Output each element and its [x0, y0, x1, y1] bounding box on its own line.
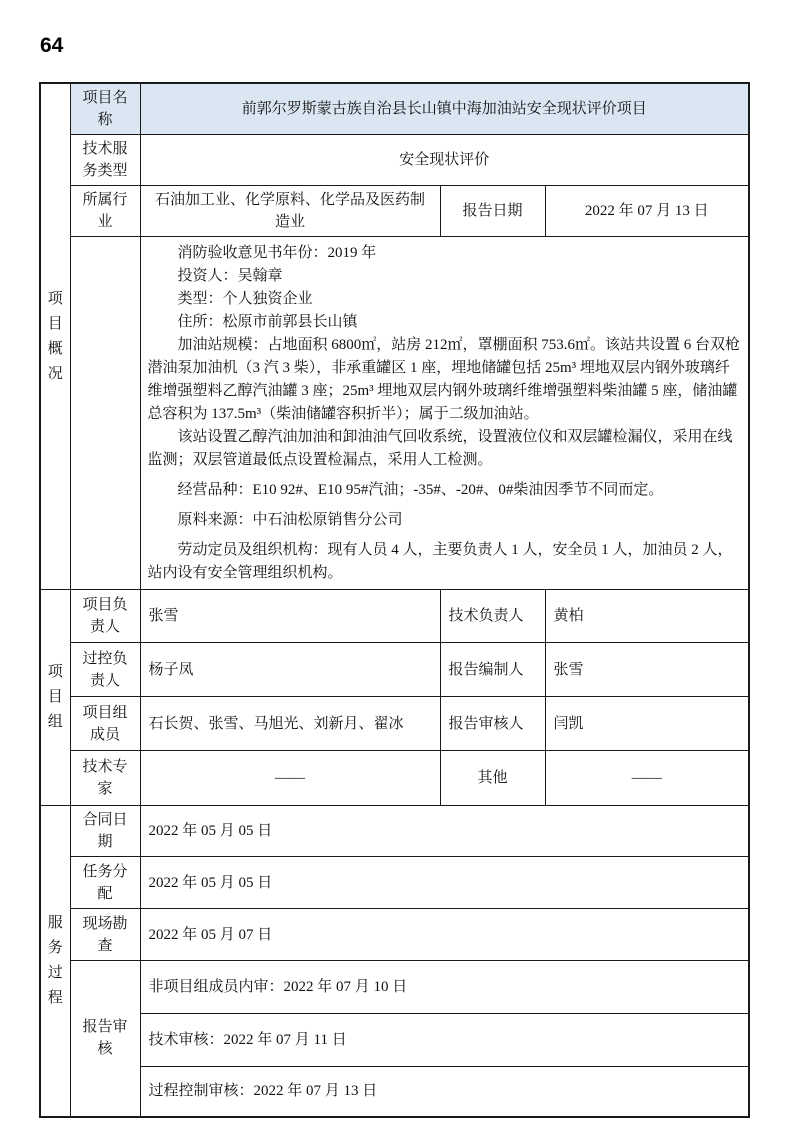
report-reviewer-value: 闫凯 [545, 697, 749, 751]
team-members-header: 项目组成员 [70, 697, 140, 751]
other-value: —— [545, 751, 749, 806]
report-reviewer-header: 报告审核人 [440, 697, 545, 751]
table-row [40, 135, 749, 186]
page-number: 64 [40, 34, 64, 57]
contract-date-value: 2022 年 05 月 05 日 [140, 806, 749, 857]
overview-paragraph: 住所：松原市前郭县长山镇 [177, 314, 358, 330]
table-row [40, 857, 749, 909]
team-members-value: 石长贺、张雪、马旭光、刘新月、翟冰 [140, 697, 440, 751]
overview-paragraph: 类型：个人独资企业 [177, 291, 313, 307]
table-row [40, 186, 749, 237]
table-row [40, 1067, 749, 1117]
industry-header: 所属行业 [70, 186, 140, 237]
project-name-value: 前郭尔罗斯蒙古族自治县长山镇中海加油站安全现状评价项目 [140, 83, 749, 135]
overview-paragraph: 经营品种：E10 92#、E10 95#汽油；-35#、-20#、0#柴油因季节不同而定。 [177, 482, 664, 498]
project-name-header: 项目名称 [70, 83, 140, 135]
group-label-project-overview [40, 83, 70, 590]
project-overview-text [140, 237, 749, 590]
table-row [40, 697, 749, 751]
project-info-table [39, 82, 750, 1118]
site-survey-value: 2022 年 05 月 07 日 [140, 909, 749, 961]
task-assignment-header: 任务分配 [70, 857, 140, 909]
overview-paragraph: 消防验收意见书年份：2019 年 [177, 245, 377, 261]
service-type-value: 安全现状评价 [140, 135, 749, 186]
industry-value: 石油加工业、化学原料、化学品及医药制造业 [140, 186, 440, 237]
task-assignment-value: 2022 年 05 月 05 日 [140, 857, 749, 909]
other-header: 其他 [440, 751, 545, 806]
table-row [40, 806, 749, 857]
table-row [40, 961, 749, 1014]
overview-paragraph: 加油站规模：占地面积 6800㎡，站房 212㎡，罩棚面积 753.6㎡。该站共设置 6 台双枪潜油泵加油机（3 汽 3 柴），非承重罐区 1 座，埋地储罐包括 25m³ 埋地双层内钢外玻璃纤维增强塑料乙醇汽油罐 3 座；25m³ 埋地双层内钢外玻璃纤维增强塑料柴油罐 5 座，储油罐总容积为 137.5m³（柴油储罐容积折半）；属于二级加油站。 [147, 337, 741, 422]
report-date-header: 报告日期 [440, 186, 545, 237]
project-leader-header: 项目负责人 [70, 590, 140, 643]
project-leader-value: 张雪 [140, 590, 440, 643]
report-review-technical: 技术审核：2022 年 07 月 11 日 [140, 1014, 749, 1067]
site-survey-header: 现场勘查 [70, 909, 140, 961]
overview-paragraph: 投资人：吴翰章 [177, 268, 283, 284]
table-row [40, 751, 749, 806]
table-row [40, 643, 749, 697]
technical-expert-value: —— [140, 751, 440, 806]
table-row [40, 909, 749, 961]
process-control-leader-header: 过控负责人 [70, 643, 140, 697]
report-review-header: 报告审核 [70, 961, 140, 1117]
report-review-internal: 非项目组成员内审：2022 年 07 月 10 日 [140, 961, 749, 1014]
table-row [40, 83, 749, 135]
report-review-process-control: 过程控制审核：2022 年 07 月 13 日 [140, 1067, 749, 1117]
technical-expert-header: 技术专家 [70, 751, 140, 806]
contract-date-header: 合同日期 [70, 806, 140, 857]
group-label-text: 项目组 [47, 664, 63, 730]
table-row [40, 590, 749, 643]
overview-paragraph: 劳动定员及组织机构：现有人员 4 人，主要负责人 1 人，安全员 1 人，加油员 2 人，站内设有安全管理组织机构。 [147, 542, 733, 581]
group-label-project-team [40, 590, 70, 806]
group-label-service-process [40, 806, 70, 1117]
report-author-value: 张雪 [545, 643, 749, 697]
table-row [40, 1014, 749, 1067]
report-author-header: 报告编制人 [440, 643, 545, 697]
technical-leader-header: 技术负责人 [440, 590, 545, 643]
report-date-value: 2022 年 07 月 13 日 [545, 186, 749, 237]
group-label-text: 项目概况 [47, 290, 63, 382]
group-label-text: 服务过程 [47, 914, 63, 1006]
process-control-leader-value: 杨子凤 [140, 643, 440, 697]
overview-paragraph: 该站设置乙醇汽油加油和卸油油气回收系统，设置液位仪和双层罐检漏仪，采用在线监测；双层管道最低点设置检漏点，采用人工检测。 [147, 429, 733, 468]
technical-leader-value: 黄柏 [545, 590, 749, 643]
service-type-header: 技术服务类型 [70, 135, 140, 186]
table-row [40, 237, 749, 590]
overview-paragraph: 原料来源：中石油松原销售分公司 [177, 512, 403, 528]
overview-spacer-cell [70, 237, 140, 590]
